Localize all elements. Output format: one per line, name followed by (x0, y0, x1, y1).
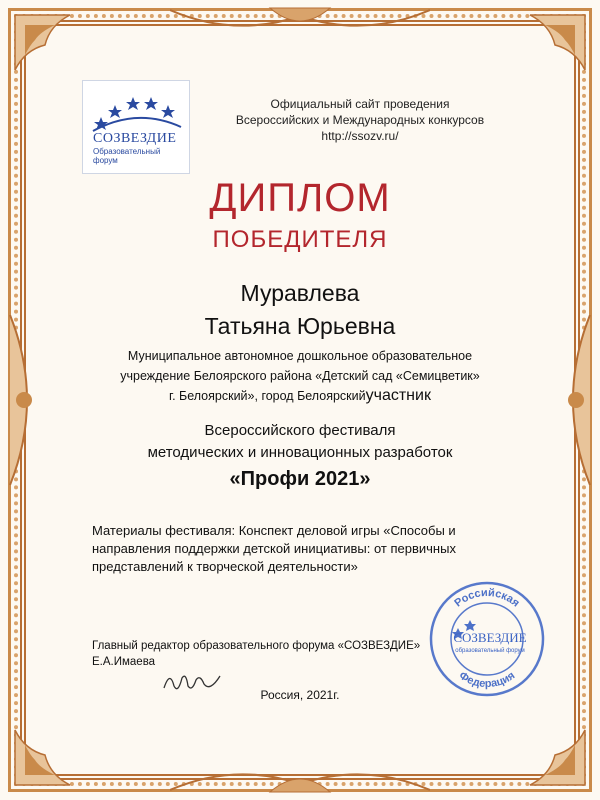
editor-name: Е.А.Имаева (92, 656, 156, 668)
editor-title: Главный редактор образовательного форума «СОЗВЕЗДИЕ» (92, 640, 421, 652)
recipient-status: участник (365, 387, 431, 404)
stars-icon (91, 87, 183, 133)
sozvezdie-logo (82, 80, 190, 174)
diploma-title: ДИПЛОМ (209, 176, 391, 220)
site-info-line1: Официальный сайт проведения (270, 97, 450, 111)
place-year: Россия, 2021г. (260, 688, 340, 702)
site-info (210, 96, 510, 144)
org-line3: г. Белоярский», город Белоярский (169, 389, 366, 403)
festival-line1: Всероссийского фестиваля (204, 422, 396, 439)
recipient-organization (80, 346, 520, 406)
ornament-right (554, 315, 594, 485)
recipient-surname: Муравлева (240, 280, 360, 306)
festival-name: «Профи 2021» (229, 468, 371, 490)
org-line1: Муниципальное автономное дошкольное образовательное (127, 349, 473, 363)
festival-line2: методических и инновационных разработок (147, 444, 453, 461)
org-line3-wrapper (80, 386, 520, 406)
festival-materials: Материалы фестиваля: Конспект деловой игры «Способы и направления поддержки детской инициативы: от первичных представлений к творческой деятельности» (92, 523, 456, 574)
logo-name: СОЗВЕЗДИЕ (93, 131, 177, 146)
stamp-center-subtext: образовательный форум (455, 648, 525, 654)
stamp-bottom-text: Федерация (456, 669, 518, 691)
diploma-subtitle: ПОБЕДИТЕЛЯ (212, 226, 388, 253)
site-info-line2: Всероссийских и Международных конкурсов (235, 113, 485, 127)
festival-description (40, 420, 560, 464)
stamp-seal-icon (428, 580, 546, 698)
stamp-top-text: Российская (452, 586, 522, 610)
diploma-content (40, 40, 560, 760)
logo-subtitle: Образовательный форум (93, 147, 161, 165)
ornament-bottom (170, 762, 430, 796)
stamp-center-text: СОЗВЕЗДИЕ (453, 630, 527, 645)
site-url: http://ssozv.ru/ (321, 129, 399, 143)
svg-text:Федерация (457, 670, 517, 691)
editor-info (92, 638, 452, 670)
recipient-given-names: Татьяна Юрьевна (204, 313, 396, 339)
svg-text:Российская (452, 587, 521, 610)
ornament-top (170, 4, 430, 38)
org-line2: учреждение Белоярского района «Детский сад «Семицветик» (120, 369, 480, 383)
